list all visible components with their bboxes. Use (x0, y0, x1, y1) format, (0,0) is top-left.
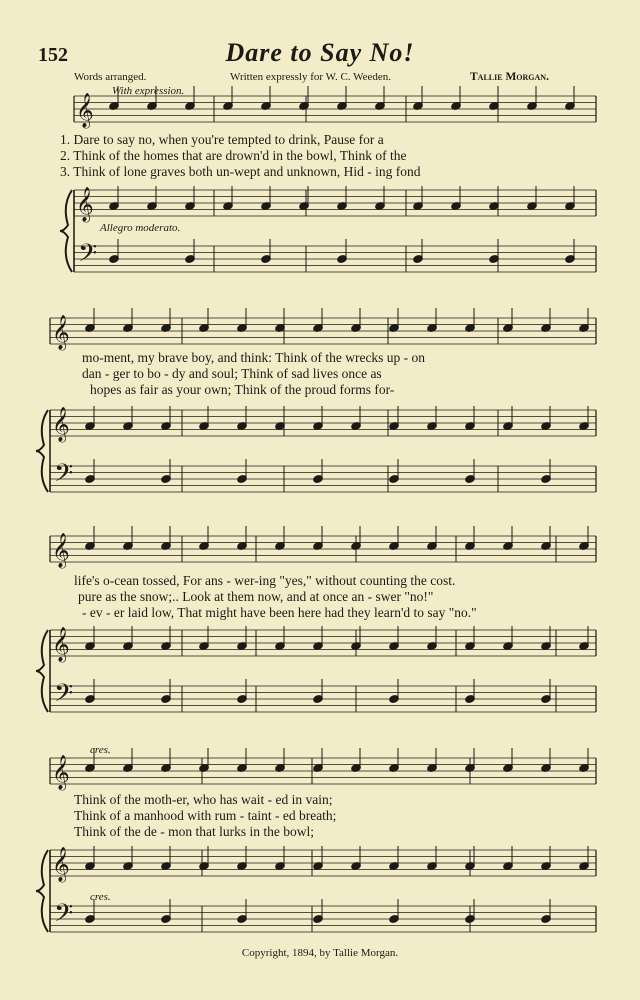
clef-icon: 𝄢 (54, 899, 74, 934)
words-credit: Words arranged. (74, 71, 147, 83)
tempo-direction: Allegro moderato. (100, 222, 181, 234)
brace-icon (36, 630, 48, 712)
lyric-s3-v1: life's o-cean tossed, For ans - wer-ing "yes," without counting the cost. (74, 573, 456, 588)
brace-icon (60, 190, 72, 272)
cres-voice-direction: cres. (90, 744, 111, 756)
clef-icon: 𝄞 (52, 315, 70, 350)
lyric-s4-v3: Think of the de - mon that lurks in the bowl; (74, 824, 314, 839)
clef-icon: 𝄞 (52, 755, 70, 790)
brace-icon (36, 850, 48, 932)
lyric-s2-v3: hopes as fair as your own; Think of the proud forms for- (90, 382, 395, 397)
page-number: 152 (38, 44, 68, 66)
clef-icon: 𝄢 (54, 679, 74, 714)
lyric-s3-v3: - ev - er laid low, That might have been here had they learn'd to say "no." (82, 605, 477, 620)
clef-icon: 𝄢 (78, 239, 98, 274)
clef-icon: 𝄞 (52, 847, 70, 882)
lyric-s1-v3: 3. Think of lone graves both un-wept and unknown, Hid - ing fond (60, 164, 421, 179)
clef-icon: 𝄞 (52, 407, 70, 442)
clef-icon: 𝄢 (54, 459, 74, 494)
clef-icon: 𝄞 (52, 627, 70, 662)
lyric-s3-v2: pure as the snow;.. Look at them now, and at once an - swer "no!" (78, 589, 434, 604)
clef-icon: 𝄞 (76, 93, 94, 128)
copyright-footer: Copyright, 1894, by Tallie Morgan. (241, 947, 399, 959)
clef-icon: 𝄞 (76, 187, 94, 222)
written-credit: Written expressly for W. C. Weeden. (230, 71, 391, 83)
lyric-s2-v2: dan - ger to bo - dy and soul; Think of sad lives once as (82, 366, 382, 381)
expression-direction: With expression. (112, 85, 185, 97)
lyric-s1-v2: 2. Think of the homes that are drown'd in the bowl, Think of the (60, 148, 407, 163)
lyric-s4-v2: Think of a manhood with rum - taint - ed breath; (74, 808, 337, 823)
brace-icon (36, 410, 48, 492)
lyric-s4-v1: Think of the moth-er, who has wait - ed in vain; (74, 792, 333, 807)
clef-icon: 𝄞 (52, 533, 70, 568)
lyric-s2-v1: mo-ment, my brave boy, and think: Think of the wrecks up - on (82, 350, 426, 365)
hymn-title: Dare to Say No! (225, 38, 415, 67)
composer-credit: Tallie Morgan. (470, 71, 549, 83)
lyric-s1-v1: 1. Dare to say no, when you're tempted to drink, Pause for a (60, 132, 384, 147)
cres-piano-direction: cres. (90, 891, 111, 903)
